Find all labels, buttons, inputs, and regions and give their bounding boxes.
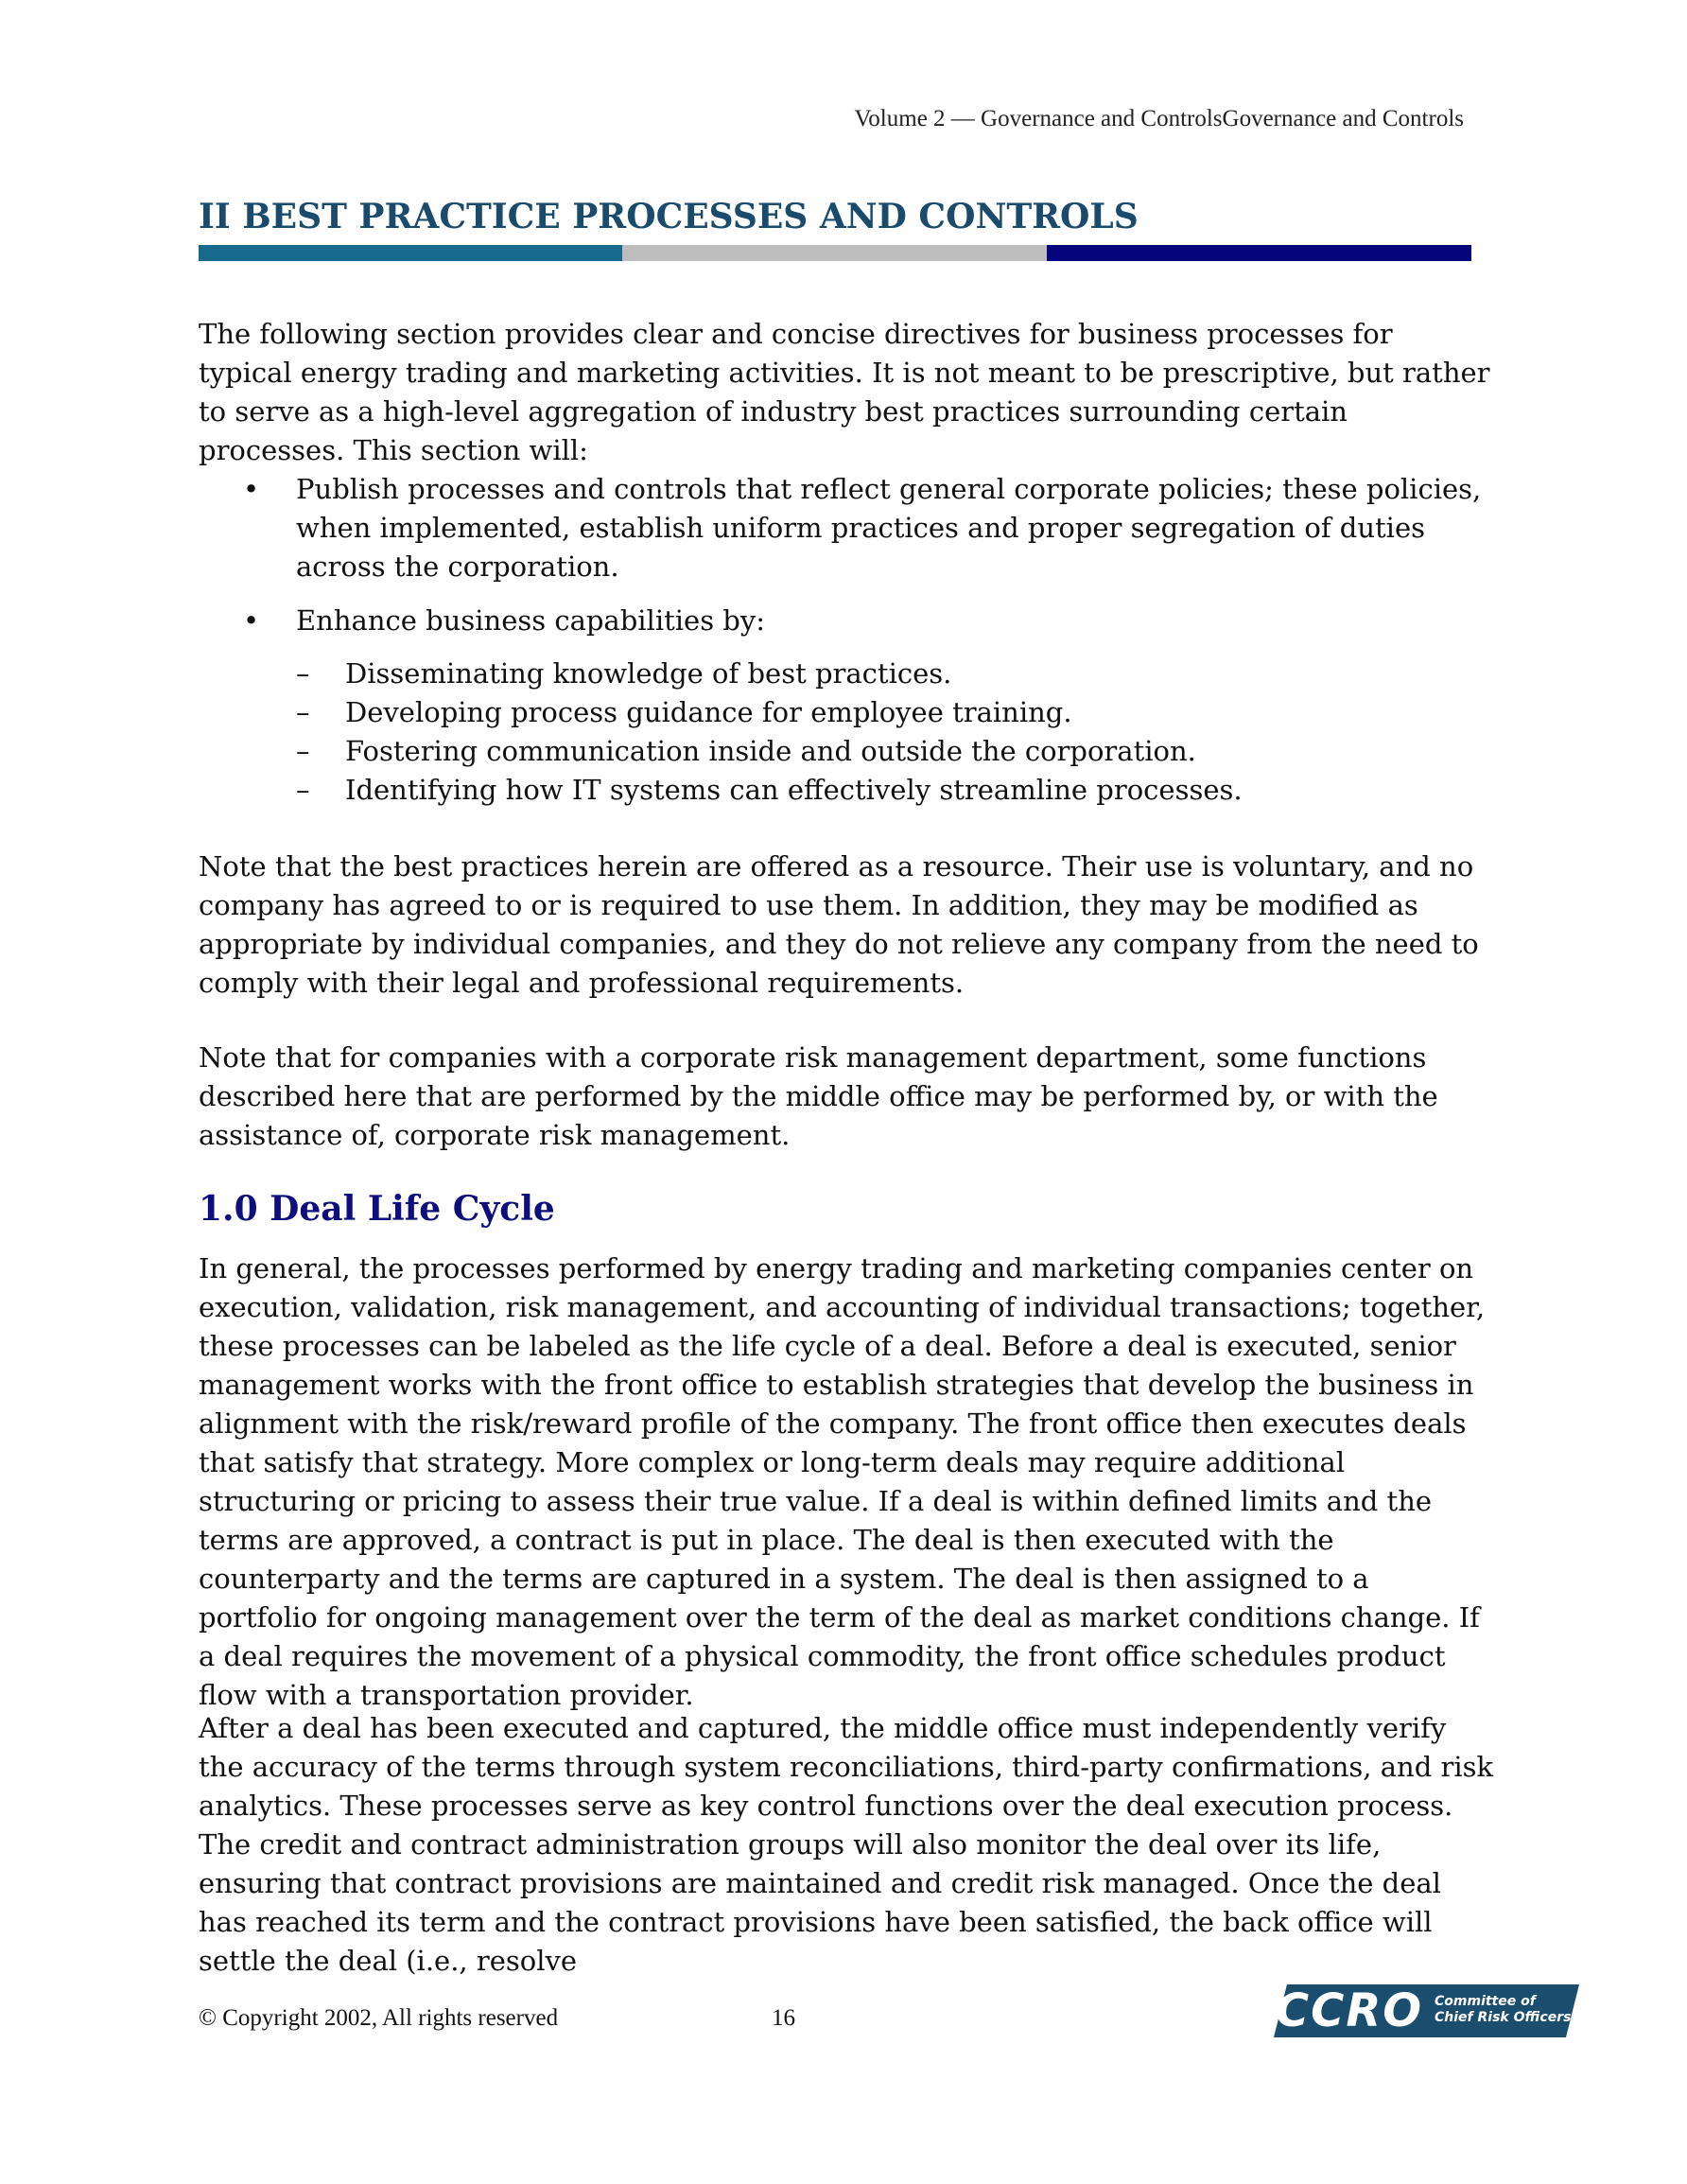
logo-tagline-line: Committee of bbox=[1435, 1994, 1536, 2009]
sub-bullet-text: Developing process guidance for employee training. bbox=[345, 696, 1072, 728]
body-paragraph bbox=[199, 1709, 1494, 1981]
running-header: Volume 2 — Governance and ControlsGovernance and Controls bbox=[854, 106, 1464, 131]
dash-mark: – bbox=[296, 774, 310, 806]
note-text: Note that the best practices herein are offered as a resource. Their use is voluntary, and no company has agreed to or is required to use them. In addition, they may be modified as appropriate by individual companies, and they do not relieve any company from the need to comply with their legal and professional requirements. bbox=[199, 850, 1479, 999]
ccro-logo bbox=[1274, 1984, 1579, 2037]
paragraph-text: After a deal has been executed and captured, the middle office must independently verify the accuracy of the terms through system reconciliations, third-party confirmations, and risk analytics. These processes serve as key control functions over the deal execution process. The credit and contract administration groups will also monitor the deal over its life, ensuring that contract provisions are maintained and credit risk managed. Once the deal has reached its term and the contract provisions have been satisfied, the back office will settle the deal (i.e., resolve bbox=[199, 1712, 1494, 1977]
sub-bullet-item bbox=[199, 693, 1494, 732]
bullet-text: Enhance business capabilities by: bbox=[296, 604, 766, 637]
logo-wordmark: CCRO bbox=[1275, 1984, 1424, 2037]
intro-paragraph bbox=[199, 315, 1494, 470]
bullet-mark: • bbox=[243, 473, 260, 505]
body-paragraph bbox=[199, 1249, 1494, 1715]
dash-mark: – bbox=[296, 735, 310, 767]
footer-page-number: 16 bbox=[772, 2005, 795, 2031]
logo-tagline bbox=[1435, 1994, 1571, 2026]
intro-text: The following section provides clear and concise directives for business processes for typical energy trading and marketing activities. It is not meant to be prescriptive, but rather to serve as a high-level aggregation of industry best practices surrounding certain processes. This section will: bbox=[199, 318, 1490, 466]
sub-bullet-text: Disseminating knowledge of best practices. bbox=[345, 657, 952, 690]
sub-bullet-list bbox=[199, 655, 1494, 810]
bullet-item bbox=[199, 470, 1494, 586]
sub-bullet-text: Identifying how IT systems can effectively streamline processes. bbox=[345, 774, 1243, 806]
paragraph-text: In general, the processes performed by energy trading and marketing companies center on execution, validation, risk management, and accounting of individual transactions; together, these processes can be labeled as the life cycle of a deal. Before a deal is executed, senior management works with the front office to establish strategies that develop the business in alignment with the risk/reward profile of the company. The front office then executes deals that satisfy that strategy. More complex or long-term deals may require additional structuring or pricing to assess their true value. If a deal is within defined limits and the terms are approved, a contract is put in place. The deal is then executed with the counterparty and the terms are captured in a system. The deal is then assigned to a portfolio for ongoing management over the term of the deal as market conditions change. If a deal requires the movement of a physical commodity, the front office schedules product flow with a transportation provider. bbox=[199, 1252, 1486, 1711]
dash-mark: – bbox=[296, 696, 310, 728]
note-paragraph bbox=[199, 847, 1494, 1003]
bullet-mark: • bbox=[243, 604, 260, 637]
title-rule-navy bbox=[1047, 245, 1471, 261]
note-paragraph bbox=[199, 1039, 1494, 1155]
bullet-text: Publish processes and controls that reflect general corporate policies; these policies, when implemented, establish uniform practices and proper segregation of duties across the corporation. bbox=[296, 473, 1482, 583]
sub-bullet-text: Fostering communication inside and outside the corporation. bbox=[345, 735, 1196, 767]
footer-copyright: © Copyright 2002, All rights reserved bbox=[199, 2005, 559, 2031]
dash-mark: – bbox=[296, 657, 310, 690]
title-rule-teal bbox=[199, 245, 622, 261]
sub-bullet-item bbox=[199, 655, 1494, 693]
logo-tagline-line: Chief Risk Officers bbox=[1435, 2010, 1572, 2025]
subsection-title: 1.0 Deal Life Cycle bbox=[199, 1189, 555, 1229]
sub-bullet-item bbox=[199, 771, 1494, 810]
note-text: Note that for companies with a corporate risk management department, some functions described here that are performed by the middle office may be performed by, or with the assistance of, corporate risk management. bbox=[199, 1041, 1438, 1151]
title-rule-gray bbox=[622, 245, 1047, 261]
bullet-item bbox=[199, 602, 1494, 640]
bullet-list bbox=[199, 470, 1494, 810]
sub-bullet-item bbox=[199, 732, 1494, 771]
section-title: II BEST PRACTICE PROCESSES AND CONTROLS bbox=[199, 197, 1139, 236]
